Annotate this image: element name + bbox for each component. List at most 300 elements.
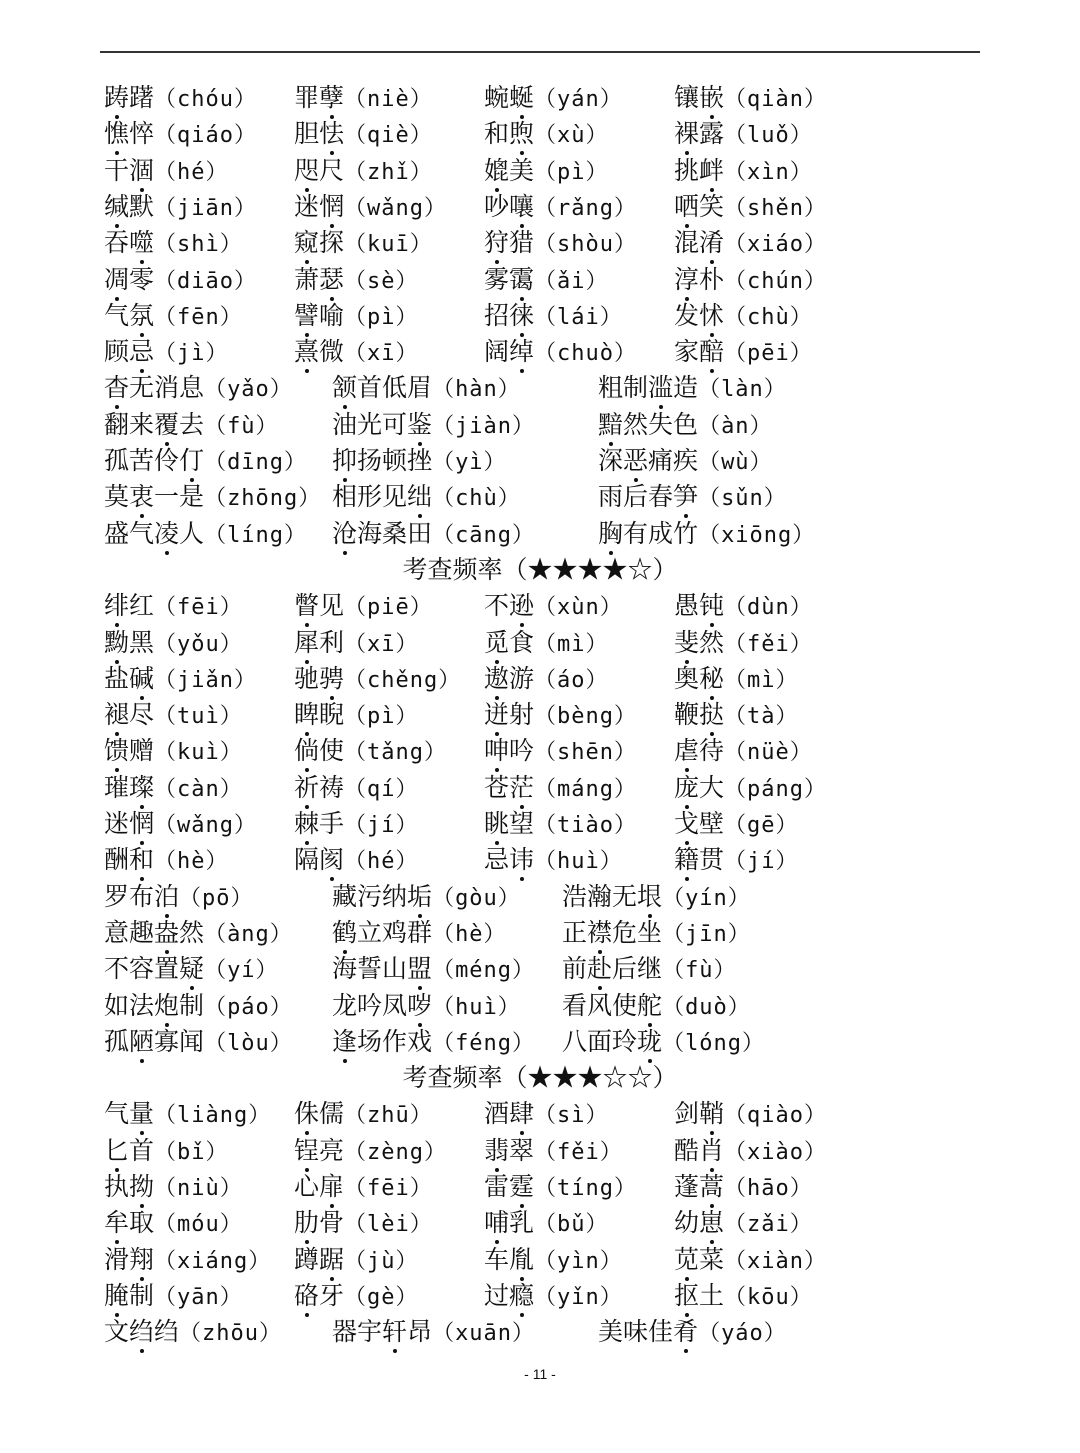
vocab-entry <box>484 1278 623 1316</box>
vocab-entry <box>674 625 813 663</box>
vocab-entry <box>104 806 257 844</box>
vocab-entry <box>294 334 419 372</box>
vocab-entry <box>294 1133 447 1171</box>
character: 容 <box>129 954 155 984</box>
character: 制 <box>623 373 649 403</box>
vocab-entry <box>598 443 773 481</box>
character: 海 <box>357 518 383 548</box>
pinyin: （fēi） <box>154 595 243 621</box>
character: 文 <box>104 1317 130 1347</box>
vocab-entry <box>294 806 419 844</box>
character: 美 <box>509 155 535 185</box>
dotted-character: 戈 <box>674 806 699 842</box>
character: 气 <box>104 300 130 330</box>
character: 雷 <box>484 1172 510 1201</box>
vocab-entry <box>294 733 447 771</box>
idiom-row <box>0 879 1080 915</box>
dotted-character: 拗 <box>129 1169 154 1205</box>
vocab-entry <box>674 262 827 300</box>
character: 菜 <box>699 1244 725 1274</box>
pinyin: （zhǐ） <box>344 159 433 185</box>
character: 蜿 <box>484 83 510 112</box>
vocab-entry <box>674 1278 813 1316</box>
character: 朴 <box>699 264 725 294</box>
vocab-entry <box>484 116 609 154</box>
character: 亮 <box>319 1135 345 1165</box>
vocab-entry <box>674 153 813 191</box>
character: 儒 <box>319 1099 345 1129</box>
vocab-entry <box>674 1133 827 1171</box>
vocab-entry <box>484 733 637 771</box>
dotted-character: 窥 <box>294 225 319 261</box>
character: 息 <box>179 373 205 403</box>
dotted-character: 忌 <box>129 334 154 370</box>
pinyin: （jiàn） <box>432 413 536 439</box>
vocab-entry <box>674 1205 813 1243</box>
character: 大 <box>699 772 725 802</box>
pinyin: （zǎi） <box>724 1212 813 1238</box>
character: 壁 <box>699 809 725 838</box>
dotted-character: 胸 <box>598 516 623 552</box>
character: 来 <box>129 409 155 439</box>
character: 利 <box>319 627 345 657</box>
vocab-entry <box>104 80 257 118</box>
vocab-entry <box>104 770 243 808</box>
dotted-character: 和 <box>129 842 154 878</box>
dotted-character: 熹 <box>294 334 319 370</box>
vocab-entry <box>294 842 419 880</box>
pinyin: （gòu） <box>432 885 521 911</box>
vocab-entry <box>332 1314 535 1352</box>
character: 凤 <box>382 990 408 1020</box>
vocab-entry <box>332 370 521 408</box>
dotted-character: 哺 <box>484 1205 509 1241</box>
vocab-entry <box>484 1169 637 1207</box>
vocab-entry <box>104 625 243 663</box>
character: 玲 <box>612 1026 638 1056</box>
pinyin: （shòu） <box>534 232 638 258</box>
word-row <box>0 842 1080 878</box>
dotted-character: 量 <box>129 1096 154 1132</box>
pinyin: （páo） <box>204 994 293 1020</box>
pinyin: （hé） <box>344 849 419 875</box>
vocab-entry <box>294 1169 433 1207</box>
dotted-character: 遨 <box>484 661 509 697</box>
idiom-row <box>0 479 1080 515</box>
vocab-entry <box>104 915 293 953</box>
dotted-character: 霆 <box>509 1169 534 1205</box>
pinyin: （mì） <box>724 667 799 693</box>
pinyin: （liàng） <box>154 1103 272 1129</box>
character: 贯 <box>699 845 725 875</box>
vocab-entry <box>674 334 813 372</box>
pinyin: （lòu） <box>204 1030 293 1056</box>
character: 宇 <box>357 1317 383 1347</box>
character: 睨 <box>319 700 345 730</box>
dotted-character: 庞 <box>674 770 699 806</box>
character: 愚 <box>674 591 700 621</box>
pinyin: （xiáo） <box>724 232 828 258</box>
pinyin: （lèi） <box>344 1212 433 1238</box>
pinyin: （càn） <box>154 776 243 802</box>
dotted-character: 淳 <box>674 262 699 298</box>
dotted-character: 衅 <box>699 153 724 189</box>
vocab-entry <box>104 1133 229 1171</box>
dotted-character: 碱 <box>129 661 154 697</box>
dotted-character: 譬 <box>294 298 319 334</box>
pinyin: （yǒu） <box>154 631 243 657</box>
pinyin: （zhōu） <box>179 1321 283 1347</box>
vocab-entry <box>562 915 751 953</box>
top-rule <box>100 51 980 53</box>
dotted-character: 侏 <box>294 1096 319 1132</box>
character: 车 <box>484 1244 510 1274</box>
character: 立 <box>357 917 383 947</box>
character: 纳 <box>382 881 408 911</box>
pinyin: （jí） <box>724 849 799 875</box>
character: 瀚 <box>587 881 613 911</box>
pinyin: （fù） <box>204 413 279 439</box>
dotted-character: 瑟 <box>319 262 344 298</box>
vocab-entry <box>104 153 229 191</box>
dotted-character: 挞 <box>699 697 724 733</box>
vocab-entry <box>598 1314 787 1352</box>
dotted-character: 仃 <box>179 443 204 479</box>
pinyin: （tuì） <box>154 704 243 730</box>
character: 无 <box>129 373 155 403</box>
pinyin: （mì） <box>534 631 609 657</box>
pinyin: （jí） <box>344 813 419 838</box>
vocab-entry <box>294 189 447 227</box>
character: 人 <box>179 518 205 548</box>
pinyin: （shěn） <box>724 195 828 221</box>
pinyin: （zhōng） <box>204 486 322 512</box>
dotted-character: 煦 <box>509 116 534 152</box>
dotted-character: 扉 <box>319 1169 344 1205</box>
character: 造 <box>673 373 699 403</box>
character: 待 <box>699 736 725 766</box>
vocab-entry <box>674 80 827 118</box>
character: 孤 <box>104 1026 130 1056</box>
pinyin: （hè） <box>432 921 507 947</box>
character: 赠 <box>129 736 155 766</box>
dotted-character: 茫 <box>509 770 534 806</box>
dotted-character: 翔 <box>129 1242 154 1278</box>
vocab-entry <box>598 479 787 517</box>
word-row <box>0 588 1080 624</box>
pinyin: （luǒ） <box>724 123 813 149</box>
dotted-character: 怵 <box>699 298 724 334</box>
vocab-entry <box>104 1024 293 1062</box>
character: 吵 <box>484 191 510 221</box>
dotted-character: 斐 <box>674 625 699 661</box>
dotted-character: 鞘 <box>699 1096 724 1132</box>
dotted-character: 疑 <box>179 951 204 987</box>
character: 油 <box>332 409 358 439</box>
character: 执 <box>104 1172 130 1201</box>
dotted-character: 霭 <box>509 262 534 298</box>
dotted-character: 盎 <box>154 915 179 951</box>
character: 污 <box>357 881 383 911</box>
character: 誓 <box>357 954 383 984</box>
character: 海 <box>332 954 358 984</box>
idiom-row <box>0 915 1080 951</box>
character: 迷 <box>104 809 130 838</box>
vocab-entry <box>294 116 433 154</box>
pinyin: （pēi） <box>724 341 813 367</box>
character: 射 <box>509 700 535 730</box>
character: 绉 <box>154 1317 180 1347</box>
pinyin: （dùn） <box>724 595 813 621</box>
vocab-entry <box>484 334 637 372</box>
character: 然 <box>179 917 205 947</box>
dotted-character: 肖 <box>699 1133 724 1169</box>
character: 酬 <box>104 845 130 875</box>
character: 幼 <box>674 1208 700 1238</box>
pinyin: （huì） <box>432 994 521 1020</box>
word-row <box>0 262 1080 298</box>
character: 浩 <box>562 881 588 911</box>
vocab-entry <box>332 443 507 481</box>
vocab-entry <box>104 661 257 699</box>
vocab-entry <box>484 661 609 699</box>
dotted-character: 觅 <box>484 625 509 661</box>
character: 消 <box>154 373 180 403</box>
pinyin: （páng） <box>724 776 828 802</box>
character: 是 <box>179 482 205 512</box>
vocab-entry <box>484 697 637 735</box>
vocab-entry <box>598 407 773 445</box>
pinyin: （wǎng） <box>154 813 258 838</box>
dotted-character: 沧 <box>332 516 357 552</box>
pinyin: （qiàn） <box>724 87 828 112</box>
vocab-entry <box>104 407 279 445</box>
pinyin: （pì） <box>344 304 419 330</box>
character: 苦 <box>129 446 155 475</box>
pinyin: （bǔ） <box>534 1212 609 1238</box>
character: 莫 <box>104 482 130 512</box>
vocab-entry <box>674 298 813 336</box>
character: 正 <box>562 917 588 947</box>
vocab-entry <box>104 334 229 372</box>
dotted-character: 秘 <box>699 661 724 697</box>
character: 鸡 <box>382 917 408 947</box>
pinyin: （fěi） <box>534 1139 623 1165</box>
dotted-character: 凋 <box>104 262 129 298</box>
dotted-character: 轩 <box>382 1314 407 1350</box>
dotted-character: 祈 <box>294 770 319 806</box>
character: 阔 <box>484 337 510 367</box>
vocab-entry <box>104 479 321 517</box>
idiom-row <box>0 951 1080 987</box>
vocab-entry <box>674 1242 827 1280</box>
vocab-entry <box>484 225 637 263</box>
pinyin: （jīn） <box>662 921 751 947</box>
character: 无 <box>612 881 638 911</box>
character: 牙 <box>319 1280 345 1310</box>
dotted-character: 泊 <box>154 879 179 915</box>
pinyin: （xiōng） <box>698 522 816 548</box>
pinyin: （cāng） <box>432 522 536 548</box>
vocab-entry <box>674 697 799 735</box>
pinyin: （hàn） <box>432 377 521 403</box>
pinyin: （wù） <box>698 450 773 475</box>
pinyin: （gè） <box>344 1284 419 1310</box>
character: 首 <box>129 1135 155 1165</box>
vocab-entry <box>294 298 419 336</box>
character: 挫 <box>407 446 433 475</box>
pinyin: （jiān） <box>154 195 258 221</box>
dotted-character: 讳 <box>509 842 534 878</box>
vocab-entry <box>294 225 433 263</box>
character: 前 <box>562 954 588 984</box>
vocab-entry <box>484 1205 609 1243</box>
character: 手 <box>319 809 345 838</box>
character: 然 <box>699 627 725 657</box>
vocab-entry <box>104 225 243 263</box>
dotted-character: 炮 <box>154 988 179 1024</box>
word-row <box>0 1242 1080 1278</box>
character: 藏 <box>332 881 358 911</box>
pinyin: （rǎng） <box>534 195 638 221</box>
dotted-character: 馈 <box>104 733 129 769</box>
pinyin: （qí） <box>344 776 419 802</box>
vocab-entry <box>104 189 257 227</box>
pinyin: （tíng） <box>534 1176 638 1201</box>
vocab-entry <box>104 298 243 336</box>
dotted-character: 垢 <box>407 879 432 915</box>
idiom-row <box>0 370 1080 406</box>
character: 红 <box>129 591 155 621</box>
character: 取 <box>129 1208 155 1238</box>
dotted-character: 迸 <box>484 697 509 733</box>
character: 尺 <box>319 155 345 185</box>
character: 后 <box>612 954 638 984</box>
vocab-entry <box>104 1096 271 1134</box>
character: 零 <box>129 264 155 294</box>
dotted-character: 舵 <box>637 988 662 1024</box>
vocab-entry <box>294 153 433 191</box>
pinyin: （jì） <box>154 341 229 367</box>
dotted-character: 牟 <box>104 1205 129 1241</box>
dotted-character: 嵌 <box>699 80 724 116</box>
pinyin: （duò） <box>662 994 751 1020</box>
character: 龙 <box>332 990 358 1020</box>
vocab-entry <box>294 1205 433 1243</box>
pinyin: （qiáo） <box>154 123 258 149</box>
character: 佳 <box>648 1317 674 1347</box>
dotted-character: 盟 <box>407 951 432 987</box>
character: 场 <box>357 1026 383 1056</box>
pinyin: （hè） <box>154 849 229 875</box>
character: 趣 <box>129 917 155 947</box>
character: 相 <box>332 482 358 512</box>
dotted-character: 滥 <box>648 370 673 406</box>
pinyin: （shì） <box>154 232 243 258</box>
pinyin: （chù） <box>432 486 521 512</box>
idiom-row <box>0 988 1080 1024</box>
character: 坐 <box>637 917 663 947</box>
pinyin: （yì） <box>432 450 507 475</box>
vocab-entry <box>562 1024 765 1062</box>
character: 见 <box>382 482 408 512</box>
pinyin: （yìn） <box>534 1248 623 1274</box>
dotted-character: 媲 <box>484 153 509 189</box>
word-row <box>0 116 1080 152</box>
character: 食 <box>509 627 535 657</box>
character: 悴 <box>129 119 155 149</box>
vocab-entry <box>674 842 799 880</box>
vocab-entry <box>674 225 827 263</box>
word-row <box>0 625 1080 661</box>
dotted-character: 徕 <box>509 298 534 334</box>
character: 璀 <box>104 772 130 802</box>
vocab-entry <box>104 988 293 1026</box>
character: 危 <box>612 917 638 947</box>
word-row <box>0 189 1080 225</box>
character: 使 <box>319 736 345 766</box>
idiom-row <box>0 1314 1080 1350</box>
pinyin: （xī） <box>344 341 419 367</box>
dotted-character: 倘 <box>294 733 319 769</box>
word-row <box>0 770 1080 806</box>
vocab-entry <box>104 370 293 408</box>
dotted-character: 狩 <box>484 225 509 261</box>
dotted-character: 胤 <box>509 1242 534 1278</box>
pinyin: （ǎi） <box>534 268 609 294</box>
vocab-entry <box>484 1242 623 1280</box>
vocab-entry <box>484 189 637 227</box>
pinyin: （zèng） <box>344 1139 448 1165</box>
pinyin: （tiào） <box>534 813 638 838</box>
character: 挑 <box>674 155 700 185</box>
vocab-entry <box>598 516 815 554</box>
pinyin: （fù） <box>662 958 737 984</box>
character: 笑 <box>699 191 725 221</box>
character: 发 <box>674 300 700 330</box>
idiom-row <box>0 443 1080 479</box>
character: 制 <box>129 1280 155 1310</box>
vocab-entry <box>484 842 623 880</box>
dotted-character: 逢 <box>332 1024 357 1060</box>
word-row <box>0 225 1080 261</box>
character: 干 <box>104 155 130 185</box>
pinyin: （fēi） <box>344 1176 433 1201</box>
dotted-character: 绉 <box>129 1314 154 1350</box>
dotted-character: 呻 <box>484 733 509 769</box>
character: 八 <box>562 1026 588 1056</box>
vocab-entry <box>332 915 507 953</box>
character: 继 <box>637 954 663 984</box>
pinyin: （hāo） <box>724 1176 813 1201</box>
character: 风 <box>587 990 613 1020</box>
character: 见 <box>319 591 345 621</box>
pinyin: （sè） <box>344 268 419 294</box>
vocab-entry <box>484 770 637 808</box>
word-row <box>0 1169 1080 1205</box>
pinyin: （xuān） <box>432 1321 536 1347</box>
character: 探 <box>319 228 345 258</box>
pinyin: （méng） <box>432 958 536 984</box>
pinyin: （àn） <box>698 413 773 439</box>
dotted-character: 颔 <box>332 370 357 406</box>
pinyin: （fēn） <box>154 304 243 330</box>
pinyin: （hé） <box>154 159 229 185</box>
character: 驰 <box>294 663 320 693</box>
pinyin: （niù） <box>154 1176 243 1201</box>
character: 置 <box>154 954 180 984</box>
dotted-character: 籍 <box>674 842 699 878</box>
